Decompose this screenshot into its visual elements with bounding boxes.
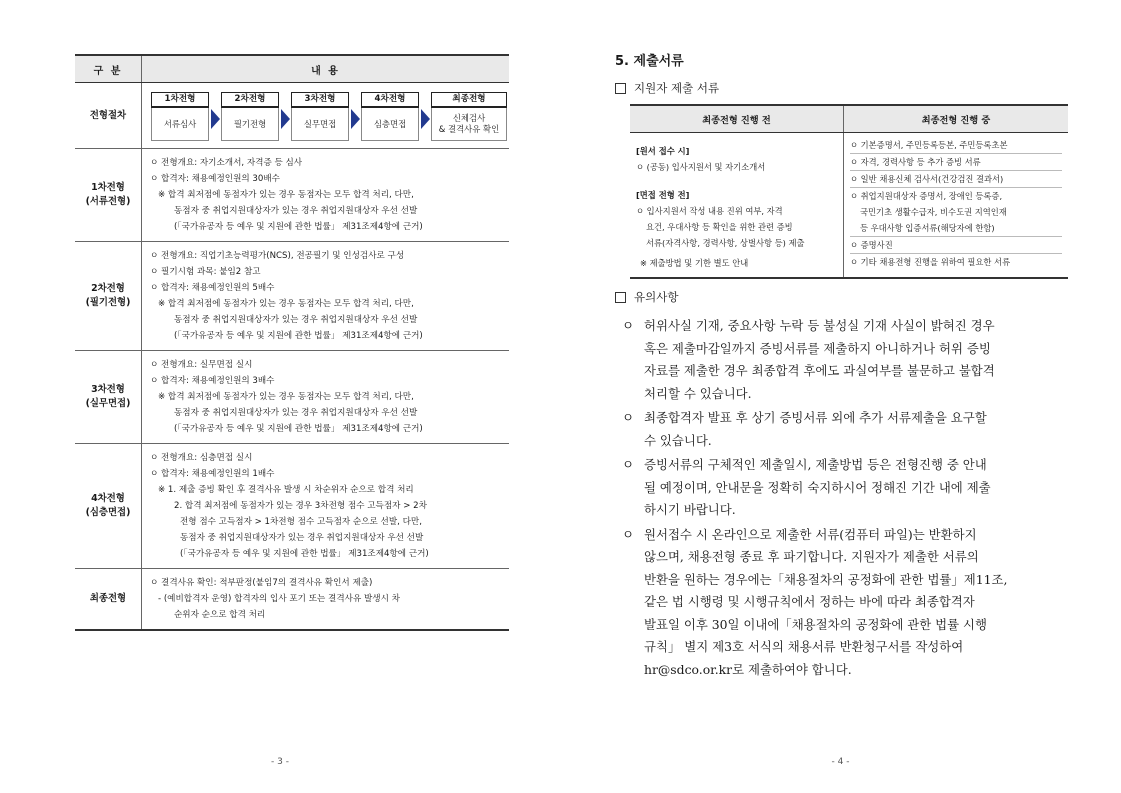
notice-line: 반환을 원하는 경우에는「채용절차의 공정화에 관한 법률」제11조, bbox=[644, 571, 1008, 587]
screening-process-table bbox=[75, 54, 509, 631]
table-row-stage1 bbox=[75, 149, 509, 242]
notice-line: 수 있습니다. bbox=[644, 432, 712, 448]
documents-table bbox=[630, 104, 1068, 279]
row-label bbox=[75, 569, 142, 631]
row-label-main: 최종전형 bbox=[89, 593, 127, 604]
subsection-notices bbox=[615, 289, 678, 305]
notices-list bbox=[622, 315, 1072, 683]
arrow-right-icon bbox=[349, 109, 361, 129]
content-line: ※ 1. 제출 증빙 확인 후 결격사유 발생 시 차순위자 순으로 합격 처리 bbox=[158, 485, 414, 495]
doc-heading: [면접 전형 전] bbox=[636, 190, 690, 200]
stage-body: 실무면접 bbox=[303, 118, 337, 129]
notice-line: 처리할 수 있습니다. bbox=[644, 385, 752, 401]
row-label-sub: (서류전형) bbox=[85, 196, 131, 207]
content-line: ㅇ 합격자: 채용예정인원의 1배수 bbox=[150, 469, 275, 479]
notice-line: hr@sdco.or.kr로 제출하여야 합니다. bbox=[644, 661, 852, 677]
notice-line: 최종합격자 발표 후 상기 증빙서류 외에 추가 서류제출을 요구할 bbox=[644, 410, 987, 425]
row-label-main: 4차전형 bbox=[91, 493, 125, 504]
notice-line: 원서접수 시 온라인으로 제출한 서류(컴퓨터 파일)는 반환하지 bbox=[644, 526, 977, 542]
table-row-process bbox=[75, 83, 509, 149]
notice-line: 혹은 제출마감일까지 증빙서류를 제출하지 아니하거나 허위 증빙 bbox=[644, 340, 991, 356]
row-label-sub: (심층면접) bbox=[85, 507, 131, 518]
checkbox-square-icon bbox=[615, 83, 626, 94]
row-label-main: 1차전형 bbox=[91, 182, 125, 193]
stage-1 bbox=[151, 92, 209, 141]
content-line: - (예비합격자 운영) 합격자의 입사 포기 또는 결격사유 발생시 차 bbox=[158, 594, 400, 604]
section-title: 5. 제출서류 bbox=[615, 54, 684, 69]
row-label-process: 전형절차 bbox=[75, 83, 142, 149]
content-line: ㅇ 전형개요: 자기소개서, 자격증 등 심사 bbox=[150, 158, 303, 168]
row-label-main: 2차전형 bbox=[91, 283, 125, 294]
subsection-applicant-documents bbox=[615, 80, 719, 96]
content-line: ※ 합격 최저점에 동점자가 있는 경우 동점자는 모두 합격 처리, 다만, bbox=[158, 392, 414, 402]
header-content: 내 용 bbox=[142, 55, 510, 83]
bullet-circle-icon: ㅇ bbox=[622, 410, 634, 425]
notice-line: 허위사실 기재, 중요사항 누락 등 불성실 기재 사실이 밝혀진 경우 bbox=[644, 318, 995, 333]
page-number: - 3 - bbox=[271, 757, 289, 767]
content-line: 전형 점수 고득점자 > 1차전형 점수 고득점자 순으로 선발, 다만, bbox=[180, 517, 422, 527]
process-flow bbox=[143, 84, 508, 147]
stage-2 bbox=[221, 92, 279, 141]
content-line: 동점자 중 취업지원대상자가 있는 경우 취업지원대상자 우선 선발 bbox=[174, 315, 418, 325]
stage-body: 신체검사 bbox=[452, 113, 486, 123]
content-line: (「국가유공자 등 예우 및 지원에 관한 법률」 제31조제4항에 근거) bbox=[180, 549, 429, 559]
row-label bbox=[75, 242, 142, 351]
content-line: 동점자 중 취업지원대상자가 있는 경우 취업지원대상자 우선 선발 bbox=[174, 408, 418, 418]
stage-body: & 결격사유 확인 bbox=[438, 124, 500, 134]
notice-item bbox=[622, 315, 1072, 405]
stage-head: 최종전형 bbox=[431, 92, 507, 108]
stage-3 bbox=[291, 92, 349, 141]
row-label-sub: (필기전형) bbox=[85, 297, 131, 308]
arrow-right-icon bbox=[209, 109, 221, 129]
content-line: (「국가유공자 등 예우 및 지원에 관한 법률」 제31조제4항에 근거) bbox=[174, 222, 423, 232]
row-label bbox=[75, 444, 142, 569]
doc-item: ㅇ 자격, 경력사항 등 추가 증빙 서류 bbox=[850, 153, 1062, 170]
stage-body: 필기전형 bbox=[233, 118, 267, 129]
during-final-cell bbox=[844, 133, 1069, 279]
notice-item bbox=[622, 454, 1072, 522]
row-label bbox=[75, 351, 142, 444]
subsection-title: 지원자 제출 서류 bbox=[634, 81, 720, 95]
row-content bbox=[142, 149, 510, 242]
content-line: ㅇ 합격자: 채용예정인원의 5배수 bbox=[150, 283, 275, 293]
stage-head: 2차전형 bbox=[221, 92, 279, 108]
page-number: - 4 - bbox=[831, 757, 850, 767]
table-row-stage4 bbox=[75, 444, 509, 569]
table-row-final bbox=[75, 569, 509, 631]
stage-head: 3차전형 bbox=[291, 92, 349, 108]
content-line: ※ 합격 최저점에 동점자가 있는 경우 동점자는 모두 합격 처리, 다만, bbox=[158, 299, 414, 309]
content-line: ㅇ 합격자: 채용예정인원의 30배수 bbox=[150, 174, 280, 184]
bullet-circle-icon: ㅇ bbox=[622, 457, 634, 472]
notice-line: 규칙」 별지 제3호 서식의 채용서류 반환청구서를 작성하여 bbox=[644, 639, 964, 654]
doc-note: ※ 제출방법 및 기한 별도 안내 bbox=[640, 258, 749, 268]
notice-line: 발표일 이후 30일 이내에「채용절차의 공정화에 관한 법률 시행 bbox=[644, 616, 987, 632]
notice-line: 증빙서류의 구체적인 제출일시, 제출방법 등은 전형진행 중 안내 bbox=[644, 457, 987, 472]
checkbox-square-icon bbox=[615, 292, 626, 303]
notice-item bbox=[622, 524, 1072, 682]
notice-item bbox=[622, 407, 1072, 452]
header-during-final: 최종전형 진행 중 bbox=[844, 105, 1069, 133]
row-content bbox=[142, 569, 510, 631]
notice-line: 않으며, 채용전형 종료 후 파기합니다. 지원자가 제출한 서류의 bbox=[644, 549, 979, 564]
bullet-circle-icon: ㅇ bbox=[622, 526, 634, 542]
table-row-stage2 bbox=[75, 242, 509, 351]
stage-head: 4차전형 bbox=[361, 92, 419, 108]
content-line: ㅇ 필기시험 과목: 붙임2 참고 bbox=[150, 267, 261, 277]
content-line: ㅇ 합격자: 채용예정인원의 3배수 bbox=[150, 376, 275, 386]
notice-line: 같은 법 시행령 및 시행규칙에서 정하는 바에 따라 최종합격자 bbox=[644, 594, 975, 609]
doc-item: ㅇ 기본증명서, 주민등록등본, 주민등록초본 bbox=[850, 140, 1008, 150]
table-row-stage3 bbox=[75, 351, 509, 444]
arrow-right-icon bbox=[419, 109, 431, 129]
row-label bbox=[75, 149, 142, 242]
content-line: ㅇ 전형개요: 실무면접 실시 bbox=[150, 360, 253, 370]
notice-line: 하시기 바랍니다. bbox=[644, 502, 736, 517]
doc-line: 요건, 우대사항 등 확인을 위한 관련 증빙 bbox=[646, 222, 793, 232]
content-line: ㅇ 전형개요: 심층면접 실시 bbox=[150, 453, 253, 463]
doc-item: ㅇ 취업지원대상자 증명서, 장애인 등록증, bbox=[850, 187, 1062, 204]
header-category: 구 분 bbox=[75, 55, 142, 83]
content-line: 2. 합격 최저점에 동점자가 있는 경우 3차전형 점수 고득점자 > 2차 bbox=[174, 501, 427, 511]
row-label-sub: (실무면접) bbox=[85, 398, 131, 409]
page-3 bbox=[0, 0, 560, 793]
doc-line: 서류(자격사항, 경력사항, 상벌사항 등) 제출 bbox=[646, 238, 805, 248]
content-line: (「국가유공자 등 예우 및 지원에 관한 법률」 제31조제4항에 근거) bbox=[174, 424, 423, 434]
before-final-cell bbox=[630, 133, 844, 279]
doc-heading: [원서 접수 시] bbox=[636, 146, 690, 156]
notice-line: 자료를 제출한 경우 최종합격 후에도 과실여부를 불문하고 불합격 bbox=[644, 363, 995, 378]
content-line: ※ 합격 최저점에 동점자가 있는 경우 동점자는 모두 합격 처리, 다만, bbox=[158, 190, 414, 200]
content-line: ㅇ 결격사유 확인: 적부판정(붙임7의 결격사유 확인서 제출) bbox=[150, 578, 373, 588]
bullet-circle-icon: ㅇ bbox=[622, 318, 634, 333]
stage-body: 심층면접 bbox=[373, 118, 407, 129]
arrow-right-icon bbox=[279, 109, 291, 129]
header-before-final: 최종전형 진행 전 bbox=[630, 105, 844, 133]
row-content bbox=[142, 351, 510, 444]
stage-body: 서류심사 bbox=[163, 118, 197, 129]
stage-head: 1차전형 bbox=[151, 92, 209, 108]
page-4 bbox=[560, 0, 1121, 793]
subsection-title: 유의사항 bbox=[634, 290, 679, 304]
doc-item-cont: 국민기초 생활수급자, 비수도권 지역인재 bbox=[860, 207, 1007, 217]
doc-item-cont: 등 우대사항 입증서류(해당자에 한함) bbox=[860, 223, 995, 233]
doc-line: ㅇ (공동) 입사지원서 및 자기소개서 bbox=[636, 162, 766, 172]
content-line: (「국가유공자 등 예우 및 지원에 관한 법률」 제31조제4항에 근거) bbox=[174, 331, 423, 341]
content-line: 동점자 중 취업지원대상자가 있는 경우 취업지원대상자 우선 선발 bbox=[180, 533, 424, 543]
stage-4 bbox=[361, 92, 419, 141]
doc-item: ㅇ 일반 채용신체 검사서(건강검진 결과서) bbox=[850, 170, 1062, 187]
stage-final bbox=[431, 92, 507, 141]
doc-item: ㅇ 기타 채용전형 진행을 위하여 필요한 서류 bbox=[850, 253, 1062, 270]
doc-line: ㅇ 입사지원서 작성 내용 진위 여부, 자격 bbox=[636, 206, 783, 216]
content-line: 순위자 순으로 합격 처리 bbox=[174, 610, 266, 620]
content-line: ㅇ 전형개요: 직업기초능력평가(NCS), 전공필기 및 인성검사로 구성 bbox=[150, 251, 405, 261]
notice-line: 될 예정이며, 안내문을 정확히 숙지하시어 정해진 기간 내에 제출 bbox=[644, 479, 991, 495]
content-line: 동점자 중 취업지원대상자가 있는 경우 취업지원대상자 우선 선발 bbox=[174, 206, 418, 216]
doc-item: ㅇ 증명사진 bbox=[850, 236, 1062, 253]
row-content bbox=[142, 242, 510, 351]
row-label-main: 3차전형 bbox=[91, 384, 125, 395]
row-content bbox=[142, 444, 510, 569]
